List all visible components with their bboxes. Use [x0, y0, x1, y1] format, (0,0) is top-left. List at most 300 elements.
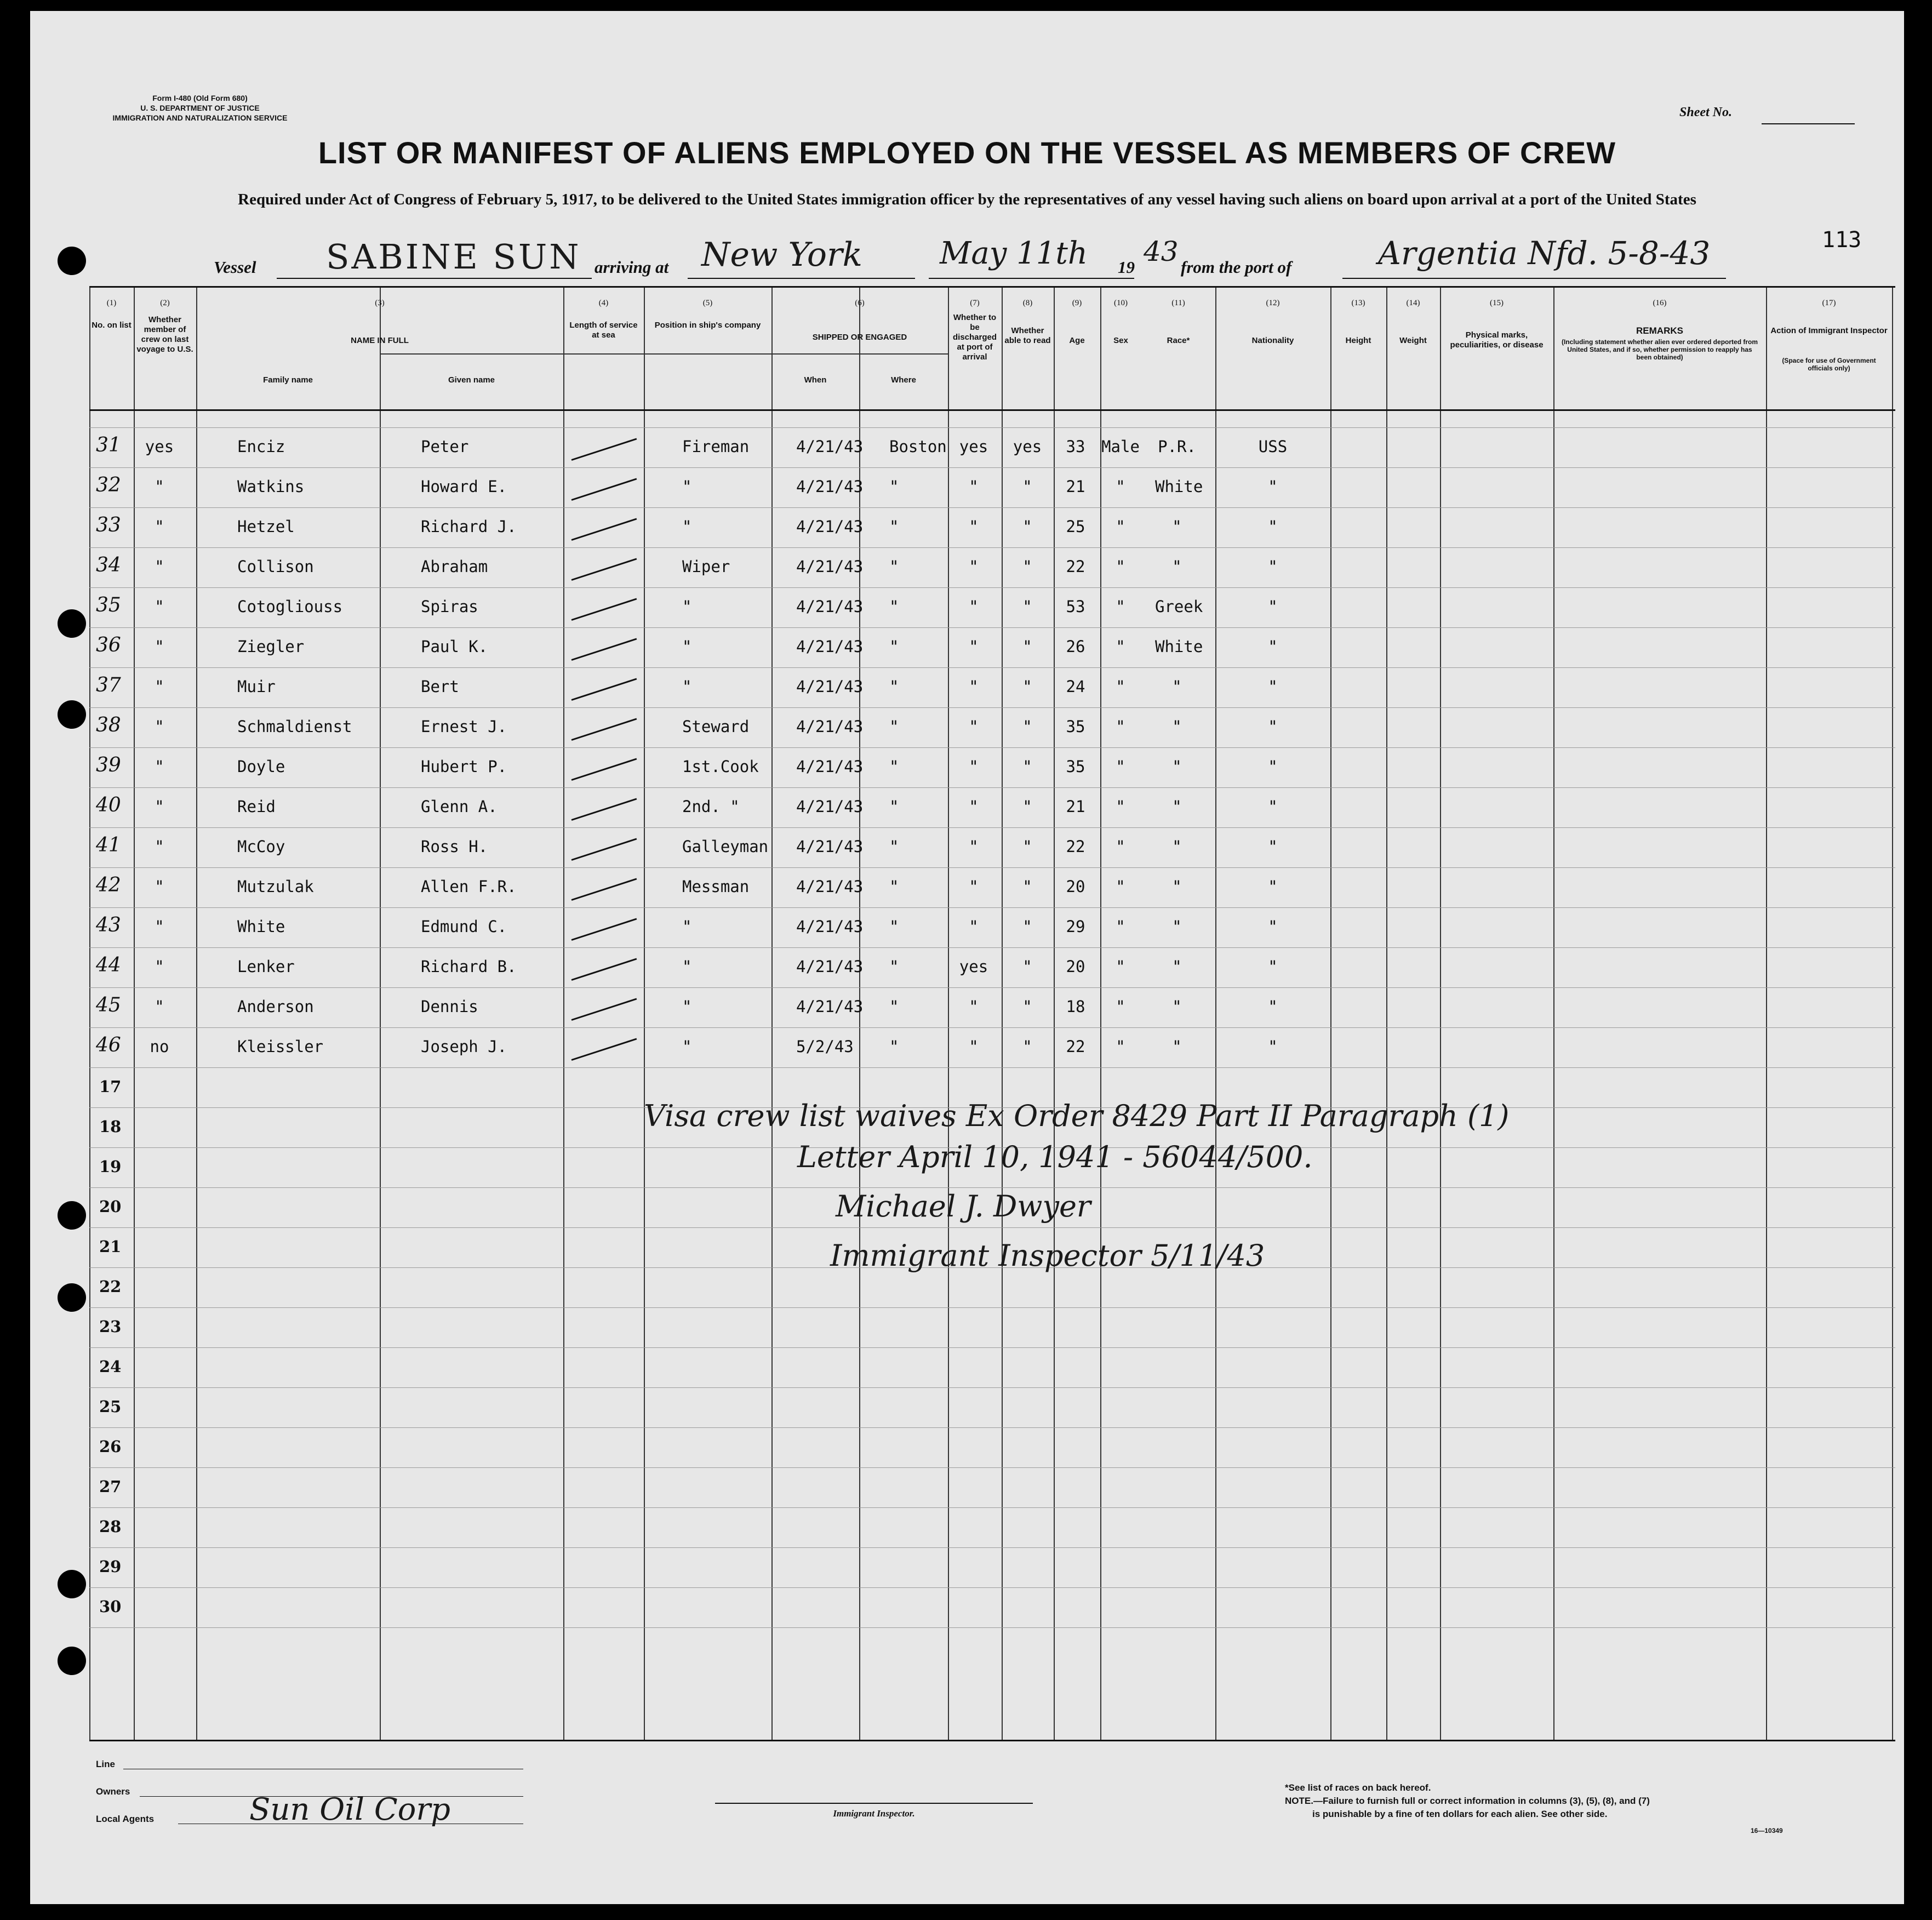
- row-number: 24: [99, 1357, 122, 1376]
- immigrant-inspector-label: Immigrant Inspector.: [833, 1808, 915, 1819]
- able-to-read-cell: ": [1022, 837, 1032, 856]
- given-name-cell: Abraham: [421, 557, 488, 576]
- header-no-on-list: No. on list: [92, 321, 132, 330]
- race-cell: ": [1172, 1037, 1182, 1056]
- position-cell: ": [682, 517, 692, 536]
- discharged-cell: ": [969, 517, 979, 536]
- discharged-cell: ": [969, 637, 979, 656]
- inspector-signature-line: [715, 1803, 1033, 1804]
- row-number: 25: [99, 1397, 122, 1416]
- service-length-mark: [571, 998, 637, 1020]
- arriving-label: arriving at: [595, 258, 669, 277]
- header-action-note: (Space for use of Government officials only): [1782, 357, 1876, 372]
- family-name-cell: Kleissler: [237, 1037, 324, 1056]
- shipped-where-cell: ": [889, 957, 899, 976]
- discharged-cell: ": [969, 477, 979, 496]
- shipped-when-cell: 4/21/43: [796, 717, 864, 736]
- sex-cell: ": [1116, 917, 1125, 936]
- service-length-mark: [571, 518, 637, 540]
- header-physical-marks: Physical marks, peculiarities, or disease: [1450, 330, 1544, 350]
- service-length-mark: [571, 718, 637, 740]
- nationality-cell: ": [1268, 517, 1278, 536]
- punch-hole: [58, 1647, 86, 1675]
- row-number: 26: [99, 1437, 122, 1456]
- position-cell: Wiper: [682, 557, 730, 576]
- column-divider: [563, 288, 564, 1740]
- row-number: 37: [96, 674, 121, 696]
- vessel-name-line: [277, 278, 592, 279]
- crew-cell: ": [155, 597, 164, 616]
- service-length-mark: [571, 918, 637, 940]
- row-number: 19: [99, 1157, 122, 1176]
- col-num-13: (13): [1351, 299, 1365, 307]
- penalty-note-cont: is punishable by a fine of ten dollars for each alien. See other side.: [1312, 1809, 1608, 1819]
- position-cell: ": [682, 917, 692, 936]
- year-suffix: 43: [1144, 236, 1179, 267]
- discharged-cell: yes: [959, 957, 988, 976]
- row-rule: [89, 467, 1895, 468]
- header-divider: [89, 409, 1895, 411]
- family-name-cell: Mutzulak: [237, 877, 314, 896]
- position-cell: ": [682, 477, 692, 496]
- age-cell: 25: [1066, 517, 1085, 536]
- row-number: 36: [96, 634, 121, 656]
- from-port: Argentia Nfd. 5-8-43: [1378, 235, 1711, 272]
- shipped-where-cell: ": [889, 717, 899, 736]
- age-cell: 20: [1066, 957, 1085, 976]
- nationality-cell: ": [1268, 477, 1278, 496]
- shipped-when-cell: 4/21/43: [796, 517, 864, 536]
- given-name-cell: Peter: [421, 437, 469, 456]
- header-family-name: Family name: [263, 375, 313, 385]
- col-num-7: (7): [970, 299, 980, 307]
- header-crew-last-voyage: Whether member of crew on last voyage to U.S.: [136, 315, 193, 354]
- sex-cell: ": [1116, 637, 1125, 656]
- row-rule: [89, 1347, 1895, 1348]
- shipped-when-cell: 4/21/43: [796, 997, 864, 1016]
- row-number: 39: [96, 754, 121, 776]
- row-number: 28: [99, 1517, 122, 1536]
- header-race: Race*: [1167, 336, 1190, 345]
- row-rule: [89, 1627, 1895, 1628]
- discharged-cell: ": [969, 597, 979, 616]
- crew-cell: ": [155, 477, 164, 496]
- row-number: 40: [96, 794, 121, 816]
- service-length-mark: [571, 438, 637, 460]
- nationality-cell: ": [1268, 877, 1278, 896]
- row-number: 34: [96, 554, 121, 576]
- service-length-mark: [571, 878, 637, 900]
- family-name-cell: Anderson: [237, 997, 314, 1016]
- local-agents-value: Sun Oil Corp: [249, 1792, 451, 1827]
- inspector-signature: Michael J. Dwyer: [836, 1189, 1091, 1224]
- family-name-cell: Muir: [237, 677, 276, 696]
- given-name-cell: Joseph J.: [421, 1037, 507, 1056]
- form-identifier: [79, 93, 321, 123]
- service-length-mark: [571, 838, 637, 860]
- row-number: 31: [96, 434, 121, 456]
- age-cell: 22: [1066, 837, 1085, 856]
- crew-cell: ": [155, 717, 164, 736]
- row-rule: [89, 1227, 1895, 1228]
- position-cell: ": [682, 677, 692, 696]
- sex-cell: ": [1116, 557, 1125, 576]
- header-where: Where: [891, 375, 916, 385]
- race-cell: White: [1155, 637, 1203, 656]
- row-rule: [89, 1387, 1895, 1388]
- given-name-cell: Richard J.: [421, 517, 517, 536]
- header-able-to-read: Whether able to read: [1004, 326, 1051, 345]
- able-to-read-cell: ": [1022, 917, 1032, 936]
- department-name: U. S. DEPARTMENT OF JUSTICE: [140, 104, 260, 112]
- row-rule: [89, 1067, 1895, 1068]
- row-rule: [89, 907, 1895, 908]
- position-cell: 1st.Cook: [682, 757, 759, 776]
- owners-label: Owners: [96, 1786, 130, 1797]
- shipped-where-cell: ": [889, 917, 899, 936]
- header-height: Height: [1345, 336, 1371, 345]
- vessel-label: Vessel: [214, 258, 256, 277]
- able-to-read-cell: ": [1022, 517, 1032, 536]
- manifest-page: [30, 11, 1904, 1904]
- column-divider: [1215, 288, 1216, 1740]
- race-cell: White: [1155, 477, 1203, 496]
- row-rule: [89, 1467, 1895, 1468]
- from-port-label: from the port of: [1181, 258, 1292, 277]
- row-rule: [89, 1507, 1895, 1508]
- row-number: 18: [99, 1117, 122, 1136]
- given-name-cell: Paul K.: [421, 637, 488, 656]
- row-rule: [89, 427, 1895, 428]
- position-cell: Galleyman: [682, 837, 769, 856]
- sex-cell: ": [1116, 677, 1125, 696]
- race-cell: ": [1172, 757, 1182, 776]
- shipped-where-cell: ": [889, 797, 899, 816]
- column-divider: [948, 288, 949, 1740]
- crew-cell: ": [155, 797, 164, 816]
- crew-cell: ": [155, 837, 164, 856]
- able-to-read-cell: ": [1022, 477, 1032, 496]
- crew-cell: ": [155, 957, 164, 976]
- family-name-cell: Collison: [237, 557, 314, 576]
- shipped-when-cell: 4/21/43: [796, 557, 864, 576]
- service-name: IMMIGRATION AND NATURALIZATION SERVICE: [112, 113, 288, 122]
- nationality-cell: ": [1268, 557, 1278, 576]
- age-cell: 22: [1066, 1037, 1085, 1056]
- crew-cell: no: [150, 1037, 169, 1056]
- race-cell: Greek: [1155, 597, 1203, 616]
- crew-cell: yes: [145, 437, 174, 456]
- col-num-15: (15): [1490, 299, 1504, 307]
- row-rule: [89, 587, 1895, 588]
- arrival-date: May 11th: [940, 236, 1088, 271]
- row-number: 32: [96, 474, 121, 496]
- col-num-5: (5): [702, 299, 713, 307]
- race-cell: P.R.: [1158, 437, 1196, 456]
- shipped-when-cell: 4/21/43: [796, 677, 864, 696]
- discharged-cell: yes: [959, 437, 988, 456]
- age-cell: 35: [1066, 717, 1085, 736]
- race-cell: ": [1172, 997, 1182, 1016]
- column-divider: [771, 288, 773, 1740]
- race-cell: ": [1172, 877, 1182, 896]
- row-number: 27: [99, 1477, 122, 1496]
- discharged-cell: ": [969, 1037, 979, 1056]
- header-when: When: [804, 375, 827, 385]
- col-num-1: (1): [106, 299, 117, 307]
- given-name-cell: Glenn A.: [421, 797, 498, 816]
- able-to-read-cell: ": [1022, 877, 1032, 896]
- col-num-10: (10): [1114, 299, 1128, 307]
- crew-cell: ": [155, 877, 164, 896]
- shipped-where-cell: ": [889, 837, 899, 856]
- able-to-read-cell: ": [1022, 677, 1032, 696]
- nationality-cell: ": [1268, 917, 1278, 936]
- shipped-where-cell: ": [889, 757, 899, 776]
- row-number: 23: [99, 1317, 122, 1336]
- able-to-read-cell: ": [1022, 557, 1032, 576]
- col-num-11: (11): [1171, 299, 1185, 307]
- family-name-cell: Hetzel: [237, 517, 295, 536]
- given-name-cell: Hubert P.: [421, 757, 507, 776]
- able-to-read-cell: ": [1022, 997, 1032, 1016]
- row-rule: [89, 1027, 1895, 1028]
- discharged-cell: ": [969, 557, 979, 576]
- given-name-cell: Howard E.: [421, 477, 507, 496]
- header-age: Age: [1069, 336, 1085, 345]
- nationality-cell: ": [1268, 717, 1278, 736]
- service-length-mark: [571, 558, 637, 580]
- race-cell: ": [1172, 837, 1182, 856]
- race-cell: ": [1172, 917, 1182, 936]
- header-position: Position in ship's company: [654, 321, 761, 330]
- family-name-cell: Schmaldienst: [237, 717, 352, 736]
- header-length-of-service: Length of service at sea: [569, 321, 638, 340]
- service-length-mark: [571, 1038, 637, 1060]
- row-number: 45: [96, 994, 121, 1016]
- vessel-name: SABINE SUN: [326, 237, 581, 277]
- discharged-cell: ": [969, 757, 979, 776]
- age-cell: 20: [1066, 877, 1085, 896]
- position-cell: ": [682, 957, 692, 976]
- shipped-when-cell: 4/21/43: [796, 757, 864, 776]
- service-length-mark: [571, 958, 637, 980]
- family-name-cell: Reid: [237, 797, 276, 816]
- column-divider: [1553, 288, 1554, 1740]
- sex-cell: ": [1116, 837, 1125, 856]
- nationality-cell: ": [1268, 957, 1278, 976]
- able-to-read-cell: ": [1022, 717, 1032, 736]
- sex-cell: ": [1116, 477, 1125, 496]
- position-cell: Messman: [682, 877, 750, 896]
- shipped-when-cell: 5/2/43: [796, 1037, 854, 1056]
- col-num-6: (6): [855, 299, 865, 307]
- shipped-where-cell: ": [889, 997, 899, 1016]
- nationality-cell: ": [1268, 637, 1278, 656]
- punch-hole: [58, 1201, 86, 1230]
- nationality-cell: USS: [1258, 437, 1288, 456]
- position-cell: Steward: [682, 717, 750, 736]
- sheet-no-line: [1762, 123, 1855, 124]
- header-name-in-full: NAME IN FULL: [351, 336, 409, 345]
- page-title: LIST OR MANIFEST OF ALIENS EMPLOYED ON THE VESSEL AS MEMBERS OF CREW: [318, 135, 1616, 170]
- arriving-port-line: [688, 278, 915, 279]
- given-name-cell: Ross H.: [421, 837, 488, 856]
- row-number: 30: [99, 1597, 122, 1616]
- shipped-when-cell: 4/21/43: [796, 597, 864, 616]
- row-rule: [89, 1187, 1895, 1188]
- position-cell: Fireman: [682, 437, 750, 456]
- crew-cell: ": [155, 517, 164, 536]
- given-name-cell: Richard B.: [421, 957, 517, 976]
- row-rule: [89, 1547, 1895, 1548]
- row-number: 22: [99, 1277, 122, 1296]
- age-cell: 22: [1066, 557, 1085, 576]
- shipped-when-cell: 4/21/43: [796, 637, 864, 656]
- inspector-title-date: Immigrant Inspector 5/11/43: [830, 1238, 1265, 1273]
- sex-cell: ": [1116, 517, 1125, 536]
- crew-cell: ": [155, 637, 164, 656]
- shipped-where-cell: ": [889, 557, 899, 576]
- given-name-cell: Ernest J.: [421, 717, 507, 736]
- local-agents-label: Local Agents: [96, 1814, 155, 1824]
- service-length-mark: [571, 598, 637, 620]
- col-num-8: (8): [1022, 299, 1033, 307]
- header-sex: Sex: [1113, 336, 1128, 345]
- header-discharged: Whether to be discharged at port of arrival: [952, 313, 997, 362]
- discharged-cell: ": [969, 917, 979, 936]
- able-to-read-cell: ": [1022, 797, 1032, 816]
- row-rule: [89, 627, 1895, 628]
- age-cell: 26: [1066, 637, 1085, 656]
- year-prefix: 19: [1118, 258, 1135, 277]
- from-port-line: [1342, 278, 1726, 279]
- race-cell: ": [1172, 557, 1182, 576]
- col-num-2: (2): [160, 299, 170, 307]
- age-cell: 33: [1066, 437, 1085, 456]
- nationality-cell: ": [1268, 677, 1278, 696]
- arriving-port: New York: [701, 236, 862, 274]
- shipped-when-cell: 4/21/43: [796, 837, 864, 856]
- given-name-cell: Edmund C.: [421, 917, 507, 936]
- header-remarks-note: (Including statement whether alien ever ordered deported from United States, and if so, whether permission to reapply has been obtained): [1561, 338, 1758, 361]
- family-name-cell: Ziegler: [237, 637, 305, 656]
- arrival-date-line: [929, 278, 1134, 279]
- race-cell: ": [1172, 957, 1182, 976]
- position-cell: 2nd. ": [682, 797, 740, 816]
- crew-cell: ": [155, 757, 164, 776]
- shipped-where-cell: ": [889, 1037, 899, 1056]
- shipped-when-cell: 4/21/43: [796, 477, 864, 496]
- sheet-no-label: Sheet No.: [1679, 105, 1732, 119]
- header-shipped-engaged: SHIPPED OR ENGAGED: [812, 333, 907, 342]
- given-name-cell: Dennis: [421, 997, 478, 1016]
- column-divider: [1766, 288, 1767, 1740]
- col-num-16: (16): [1653, 299, 1667, 307]
- family-name-cell: White: [237, 917, 285, 936]
- sex-cell: ": [1116, 877, 1125, 896]
- crew-cell: ": [155, 557, 164, 576]
- discharged-cell: ": [969, 997, 979, 1016]
- shipped-subheader-line: [771, 353, 948, 355]
- position-cell: ": [682, 997, 692, 1016]
- penalty-note: NOTE.—Failure to furnish full or correct information in columns (3), (5), (8), and (7): [1285, 1796, 1650, 1806]
- row-number: 33: [96, 514, 121, 536]
- page-subtitle: Required under Act of Congress of February 5, 1917, to be delivered to the United States immigration officer by the representatives of any vessel having such aliens on board upon arrival at a port of the United States: [238, 191, 1696, 208]
- row-number: 46: [96, 1034, 121, 1056]
- sex-cell: ": [1116, 997, 1125, 1016]
- col-num-14: (14): [1406, 299, 1420, 307]
- row-rule: [89, 987, 1895, 988]
- service-length-mark: [571, 758, 637, 780]
- race-cell: ": [1172, 797, 1182, 816]
- age-cell: 53: [1066, 597, 1085, 616]
- service-length-mark: [571, 478, 637, 500]
- able-to-read-cell: ": [1022, 757, 1032, 776]
- column-divider: [89, 288, 90, 1740]
- sex-cell: ": [1116, 717, 1125, 736]
- discharged-cell: ": [969, 877, 979, 896]
- row-rule: [89, 1427, 1895, 1428]
- crew-cell: ": [155, 677, 164, 696]
- column-divider: [380, 288, 381, 1740]
- shipped-where-cell: ": [889, 637, 899, 656]
- column-divider: [1892, 288, 1893, 1740]
- row-number: 17: [99, 1077, 122, 1096]
- able-to-read-cell: ": [1022, 957, 1032, 976]
- discharged-cell: ": [969, 837, 979, 856]
- sex-cell: ": [1116, 957, 1125, 976]
- row-rule: [89, 747, 1895, 748]
- family-name-cell: McCoy: [237, 837, 285, 856]
- row-rule: [89, 1587, 1895, 1588]
- row-number: 29: [99, 1557, 122, 1576]
- races-note: *See list of races on back hereof.: [1285, 1782, 1431, 1793]
- crew-table: [89, 286, 1895, 1741]
- service-length-mark: [571, 798, 637, 820]
- header-weight: Weight: [1399, 336, 1427, 345]
- row-rule: [89, 507, 1895, 508]
- sex-cell: ": [1116, 797, 1125, 816]
- family-name-cell: Enciz: [237, 437, 285, 456]
- discharged-cell: ": [969, 797, 979, 816]
- row-number: 43: [96, 914, 121, 936]
- able-to-read-cell: ": [1022, 1037, 1032, 1056]
- age-cell: 21: [1066, 797, 1085, 816]
- able-to-read-cell: ": [1022, 637, 1032, 656]
- shipped-where-cell: ": [889, 677, 899, 696]
- shipped-where-cell: ": [889, 877, 899, 896]
- race-cell: ": [1172, 717, 1182, 736]
- sex-cell: Male: [1101, 437, 1140, 456]
- shipped-where-cell: ": [889, 517, 899, 536]
- able-to-read-cell: ": [1022, 597, 1032, 616]
- age-cell: 21: [1066, 477, 1085, 496]
- shipped-where-cell: Boston: [889, 437, 947, 456]
- given-name-cell: Allen F.R.: [421, 877, 517, 896]
- row-rule: [89, 867, 1895, 868]
- age-cell: 29: [1066, 917, 1085, 936]
- form-number: Form I-480 (Old Form 680): [152, 94, 248, 102]
- sheet-number: 113: [1822, 227, 1862, 253]
- header-inspector-action: Action of Immigrant Inspector: [1770, 326, 1888, 335]
- row-number: 20: [99, 1197, 122, 1216]
- header-nationality: Nationality: [1251, 336, 1294, 345]
- family-name-cell: Watkins: [237, 477, 305, 496]
- shipped-where-cell: ": [889, 477, 899, 496]
- service-length-mark: [571, 678, 637, 700]
- position-cell: ": [682, 1037, 692, 1056]
